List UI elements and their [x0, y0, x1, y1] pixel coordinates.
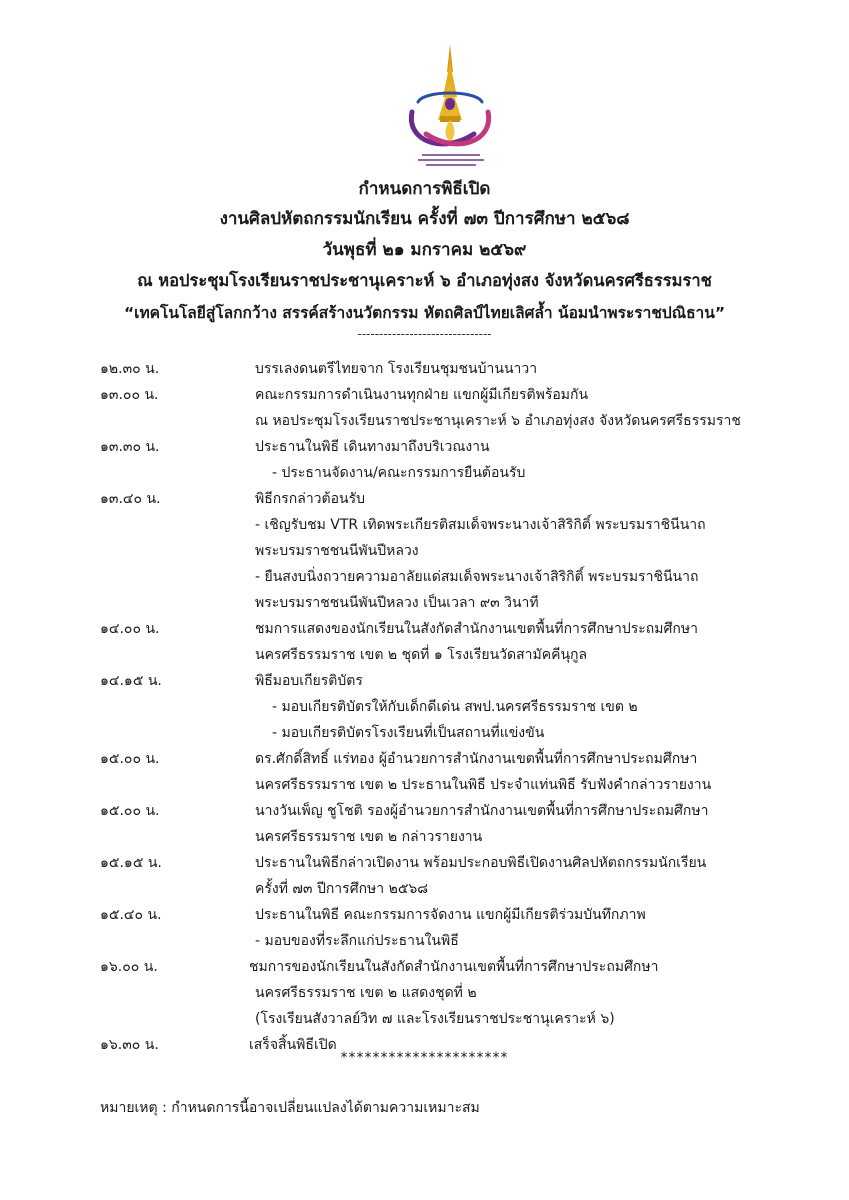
- schedule-time: ๑๕.๐๐ น.: [100, 803, 160, 819]
- event-venue: ณ หอประชุมโรงเรียนราชประชานุเคราะห์ ๖ อำเภอทุ่งสง จังหวัดนครศรีธรรมราช: [137, 271, 712, 290]
- schedule-text: ครั้งที่ ๗๓ ปีการศึกษา ๒๕๖๘: [255, 881, 429, 897]
- schedule-text: ณ หอประชุมโรงเรียนราชประชานุเคราะห์ ๖ อำเภอทุ่งสง จังหวัดนครศรีธรรมราช: [255, 413, 741, 429]
- event-date: วันพุธที่ ๒๑ มกราคม ๒๕๖๙: [322, 240, 527, 260]
- schedule-time: ๑๕.๑๕ น.: [100, 855, 162, 871]
- schedule-text: คณะกรรมการดำเนินงานทุกฝ่าย แขกผู้มีเกียรติพร้อมกัน: [255, 387, 589, 403]
- schedule-text: ดร.ศักดิ์สิทธิ์ แร่ทอง ผู้อำนวยการสำนักงานเขตพื้นที่การศึกษาประถมศึกษา: [255, 751, 698, 767]
- schedule-text: พิธีกรกล่าวต้อนรับ: [255, 491, 366, 507]
- schedule-time: ๑๔.๐๐ น.: [100, 621, 160, 637]
- schedule-text: เสร็จสิ้นพิธีเปิด: [249, 1037, 337, 1053]
- schedule-text: - ยืนสงบนิ่งถวายความอาลัยแด่สมเด็จพระนางเจ้าสิริกิติ์ พระบรมราชินีนาถ: [255, 569, 699, 585]
- schedule-text: - ประธานจัดงาน/คณะกรรมการยืนต้อนรับ: [272, 465, 526, 481]
- schedule-time: ๑๓.๐๐ น.: [100, 387, 159, 403]
- schedule-text: บรรเลงดนตรีไทยจาก โรงเรียนชุมชนบ้านนาวา: [255, 361, 538, 377]
- schedule-text: - เชิญรับชม VTR เทิดพระเกียรติสมเด็จพระนางเจ้าสิริกิติ์ พระบรมราชินีนาถ: [255, 517, 706, 533]
- separator-line: -------------------------------: [357, 327, 492, 341]
- document-title: กำหนดการพิธีเปิด: [358, 179, 491, 199]
- schedule-text: นครศรีธรรมราช เขต ๒ ชุดที่ ๑ โรงเรียนวัดสามัคคีนุกูล: [255, 647, 588, 663]
- schedule-text: พระบรมราชชนนีพันปีหลวง เป็นเวลา ๙๓ วินาที: [255, 595, 539, 611]
- event-name: งานศิลปหัตถกรรมนักเรียน ครั้งที่ ๗๓ ปีการศึกษา ๒๕๖๘: [219, 209, 630, 229]
- schedule-text: - มอบเกียรติบัตรโรงเรียนที่เป็นสถานที่แข่งขัน: [272, 725, 545, 741]
- schedule-time: ๑๕.๔๐ น.: [100, 907, 162, 923]
- schedule-text: นครศรีธรรมราช เขต ๒ ประธานในพิธี ประจำแท่นพิธี รับฟังคำกล่าวรายงาน: [255, 777, 712, 793]
- schedule-time: ๑๓.๔๐ น.: [100, 491, 161, 507]
- schedule-time: ๑๓.๓๐ น.: [100, 439, 160, 455]
- footnote: หมายเหตุ : กำหนดการนี้อาจเปลี่ยนแปลงได้ตามความเหมาะสม: [100, 1100, 480, 1116]
- schedule-text: - มอบเกียรติบัตรให้กับเด็กดีเด่น สพป.นครศรีธรรมราช เขต ๒: [272, 699, 638, 715]
- schedule-text: - มอบของที่ระลึกแก่ประธานในพิธี: [255, 933, 459, 949]
- schedule-time: ๑๒.๓๐ น.: [100, 361, 160, 377]
- golden-stupa-emblem-icon: [404, 42, 496, 172]
- schedule-text: ชมการแสดงของนักเรียนในสังกัดสำนักงานเขตพื้นที่การศึกษาประถมศึกษา: [255, 621, 698, 637]
- schedule-text: นางวันเพ็ญ ชูโชติ รองผู้อำนวยการสำนักงานเขตพื้นที่การศึกษาประถมศึกษา: [255, 803, 709, 819]
- schedule-text: ประธานในพิธี เดินทางมาถึงบริเวณงาน: [255, 439, 490, 455]
- schedule-text: ประธานในพิธี คณะกรรมการจัดงาน แขกผู้มีเกียรติร่วมบันทึกภาพ: [255, 907, 646, 923]
- schedule-time: ๑๕.๐๐ น.: [100, 751, 160, 767]
- schedule-text: นครศรีธรรมราช เขต ๒ กล่าวรายงาน: [255, 829, 483, 845]
- schedule-text: พิธีมอบเกียรติบัตร: [255, 673, 363, 689]
- schedule-text: นครศรีธรรมราช เขต ๒ แสดงชุดที่ ๒: [255, 985, 477, 1001]
- schedule-time: ๑๔.๑๕ น.: [100, 673, 162, 689]
- schedule-time: ๑๖.๐๐ น.: [100, 959, 158, 975]
- schedule-text: ชมการของนักเรียนในสังกัดสำนักงานเขตพื้นที่การศึกษาประถมศึกษา: [249, 959, 659, 975]
- event-slogan: “เทคโนโลยีสู่โลกกว้าง สรรค์สร้างนวัตกรรม หัตถศิลป์ไทยเลิศล้ำ น้อมนำพระราชปณิธาน”: [123, 304, 726, 322]
- schedule-time: ๑๖.๓๐ น.: [100, 1037, 159, 1053]
- schedule-text: ประธานในพิธีกล่าวเปิดงาน พร้อมประกอบพิธีเปิดงานศิลปหัตถกรรมนักเรียน: [255, 855, 707, 871]
- schedule-text: พระบรมราชชนนีพันปีหลวง: [255, 543, 419, 559]
- schedule-text: (โรงเรียนสังวาลย์วิท ๗ และโรงเรียนราชประชานุเคราะห์ ๖): [255, 1011, 615, 1027]
- end-marker: *********************: [340, 1050, 509, 1066]
